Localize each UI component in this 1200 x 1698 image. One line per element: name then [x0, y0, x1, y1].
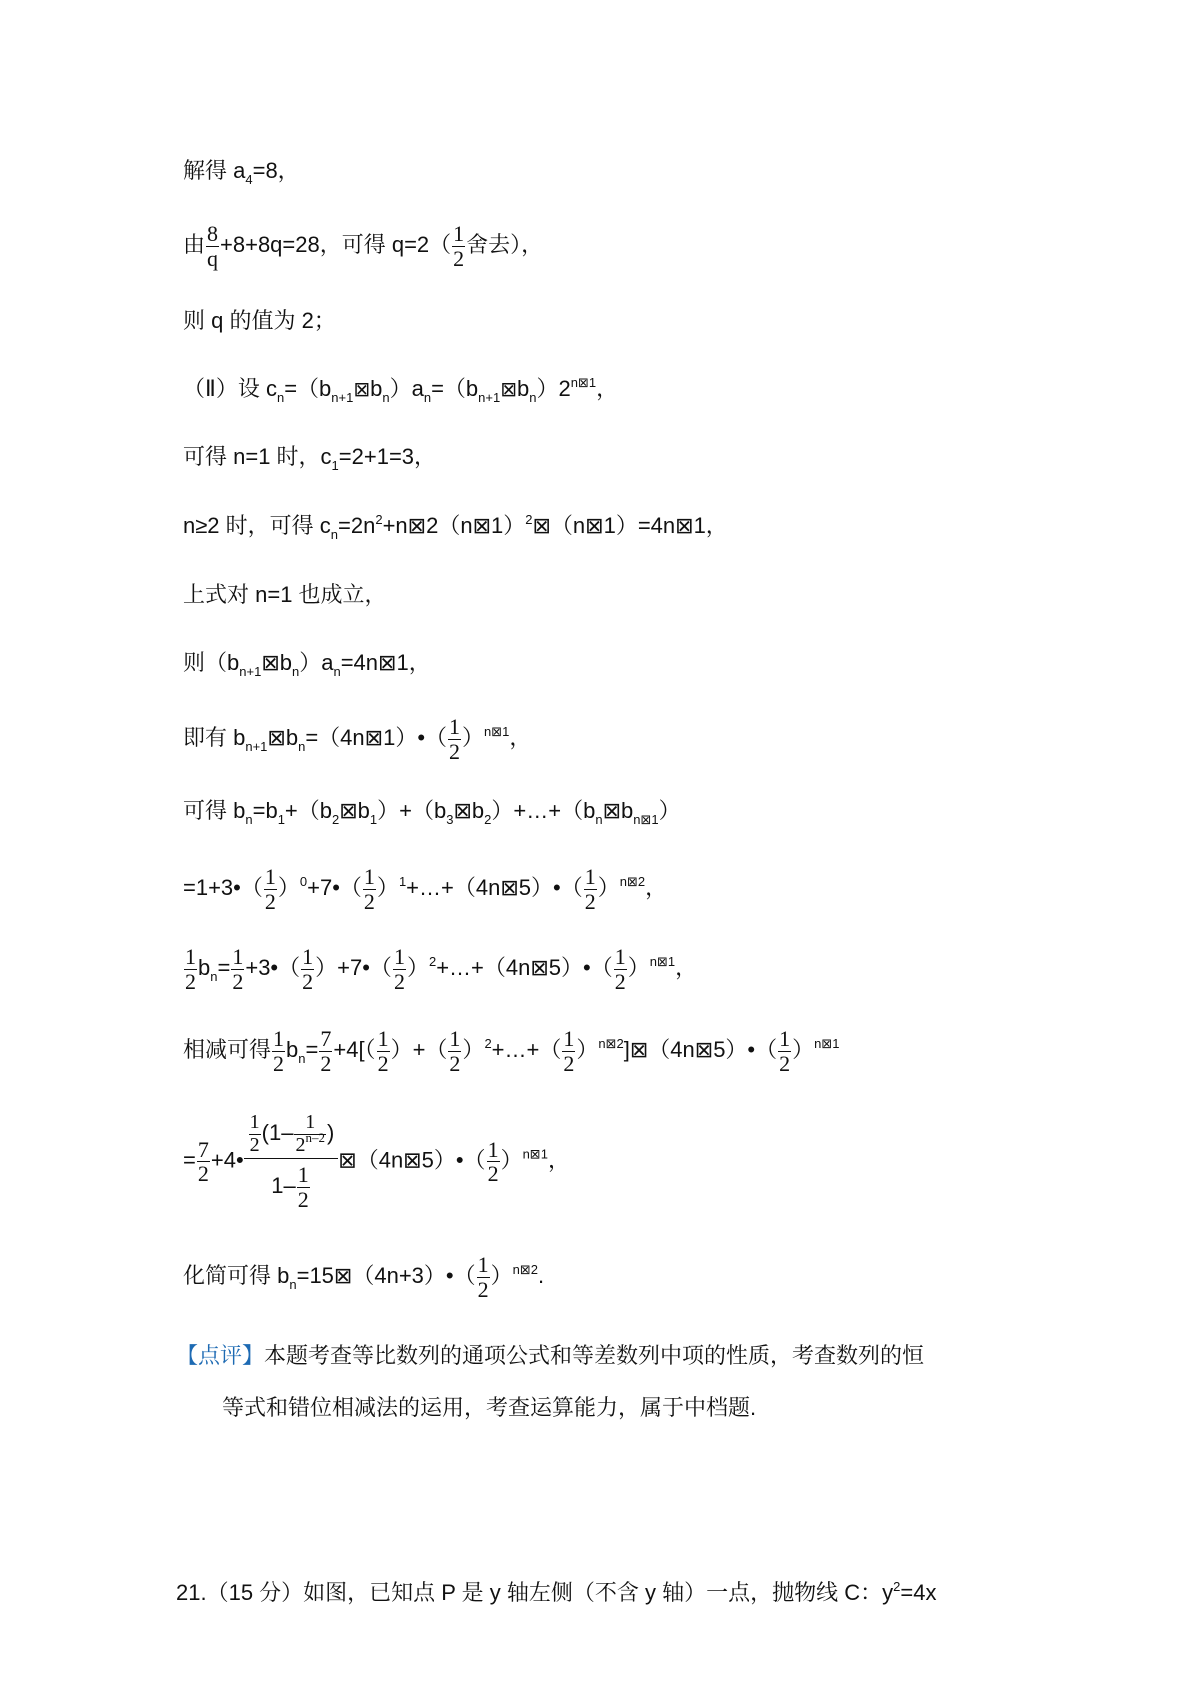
- fraction: $\frac{1}{2}$: [453, 221, 465, 271]
- solution-line-4: （Ⅱ）设 $c_n=(b_{n+1}⊠b_n)a_n=(b_{n+1}⊠b_n)2^{n⊠1}$，: [183, 375, 619, 405]
- fraction: $\frac{1}{2}$: [273, 1026, 285, 1076]
- fraction: $\frac{7}{2}$: [320, 1026, 332, 1076]
- fraction: $\frac{1}{2}$: [584, 864, 596, 914]
- review-line-1: 【点评】本题考查等比数列的通项公式和等差数列中项的性质，考查数列的恒: [176, 1343, 925, 1368]
- question-21: 21.（15 分）如图，已知点 P 是 y 轴左侧（不含 y 轴）一点，抛物线 C：$y^2=4x$: [176, 1579, 937, 1605]
- solution-line-1: 解得 $a_4=8$，: [183, 158, 300, 187]
- solution-line-7: 上式对 n=1 也成立，: [183, 582, 387, 607]
- fraction: $\frac{1}{2}$: [232, 944, 244, 994]
- fraction: $\frac{1}{2}$: [363, 864, 375, 914]
- fraction: $\frac{1}{2}$: [449, 1026, 461, 1076]
- fraction: $\frac{1}{2}$: [779, 1026, 791, 1076]
- solution-line-8: 则$(b_{n+1}⊠b_n)a_n=4n⊠1$，: [183, 650, 431, 679]
- review-tag: 【点评】: [176, 1343, 265, 1368]
- fraction: $\frac{1}{2}$: [449, 714, 461, 764]
- solution-line-10: 可得 $b_n=b_1+(b_2⊠b_1)+(b_3⊠b_2)+\dots+(b_n⊠b_{n⊠1})$: [183, 798, 681, 827]
- solution-line-3: 则 q 的值为 2；: [183, 308, 336, 333]
- solution-line-5: 可得 n=1 时，$c_1=2+1=3$，: [183, 444, 437, 473]
- fraction: $\frac{8}{q}$: [207, 221, 219, 271]
- solution-line-14: = $\frac{7}{2}$ +4• $\frac{1}{2}$ (1– $\frac{1}{2^{n-2}}$ ) 1– $\frac{1}{2}$ ⊠（4n⊠5）•（ $\frac{1}{2}$ ）$^{n⊠1}$，: [183, 1111, 570, 1212]
- review-line-2: 等式和错位相减法的运用，考查运算能力，属于中档题.: [222, 1395, 757, 1420]
- fraction: $\frac{1}{2}$: [302, 944, 314, 994]
- compound-fraction: $\frac{1}{2}$ (1– $\frac{1}{2^{n-2}}$ ) 1– $\frac{1}{2}$: [244, 1112, 339, 1212]
- solution-line-2: 由 $\frac{8}{q}$ +8+8q=28，可得 q=2（ $\frac{1}{2}$ 舍去），: [183, 221, 544, 271]
- solution-line-13: 相减可得 $\frac{1}{2}$ $b_n=$ $\frac{7}{2}$ +4[（ $\frac{1}{2}$ ）+（ $\frac{1}{2}$ ）$^2$+…+（ $\frac{1}{2}$ ）$^{n⊠2}$]⊠（4n⊠5）•（ $\frac{1}{2}$ ）$^{n⊠1}$: [183, 1026, 840, 1076]
- solution-line-15: 化简可得 $b_n=15⊠(4n+3)•$（ $\frac{1}{2}$ ）$^{n⊠2}$.: [183, 1252, 545, 1302]
- fraction: $\frac{1}{2}$: [264, 864, 276, 914]
- solution-line-11: =1+3•（ $\frac{1}{2}$ ）$^0$+7•（ $\frac{1}{2}$ ）$^1$+…+（4n⊠5）•（ $\frac{1}{2}$ ）$^{n⊠2}$，: [183, 864, 668, 914]
- fraction: $\frac{1}{2}$: [249, 1111, 260, 1156]
- fraction: $\frac{1}{2}$: [377, 1026, 389, 1076]
- fraction: $\frac{1}{2}$: [393, 944, 405, 994]
- fraction: $\frac{1}{2}$: [487, 1136, 499, 1187]
- fraction: $\frac{1}{2}$: [563, 1026, 575, 1076]
- solution-line-9: 即有 $b_{n+1}⊠b_n=(4n⊠1)•$（ $\frac{1}{2}$ ）$^{n⊠1}$，: [183, 714, 532, 764]
- fraction: $\frac{7}{2}$: [197, 1136, 209, 1187]
- fraction: $\frac{1}{2}$: [477, 1252, 489, 1302]
- solution-line-6: n≥2 时，可得 $c_n=2n^2+n⊠2(n⊠1)^2⊠(n⊠1)=4n⊠1$，: [183, 512, 728, 542]
- fraction: $\frac{1}{2}$: [297, 1162, 309, 1212]
- solution-line-12: $\frac{1}{2}$ $b_n=$ $\frac{1}{2}$ +3•（ $\frac{1}{2}$ ）+7•（ $\frac{1}{2}$ ）$^2$+…+（4n⊠5）•（ $\frac{1}{2}$ ）$^{n⊠1}$，: [185, 944, 698, 994]
- fraction: $\frac{1}{2^{n-2}}$: [295, 1111, 325, 1156]
- fraction: $\frac{1}{2}$: [614, 944, 626, 994]
- fraction: $\frac{1}{2}$: [185, 944, 196, 994]
